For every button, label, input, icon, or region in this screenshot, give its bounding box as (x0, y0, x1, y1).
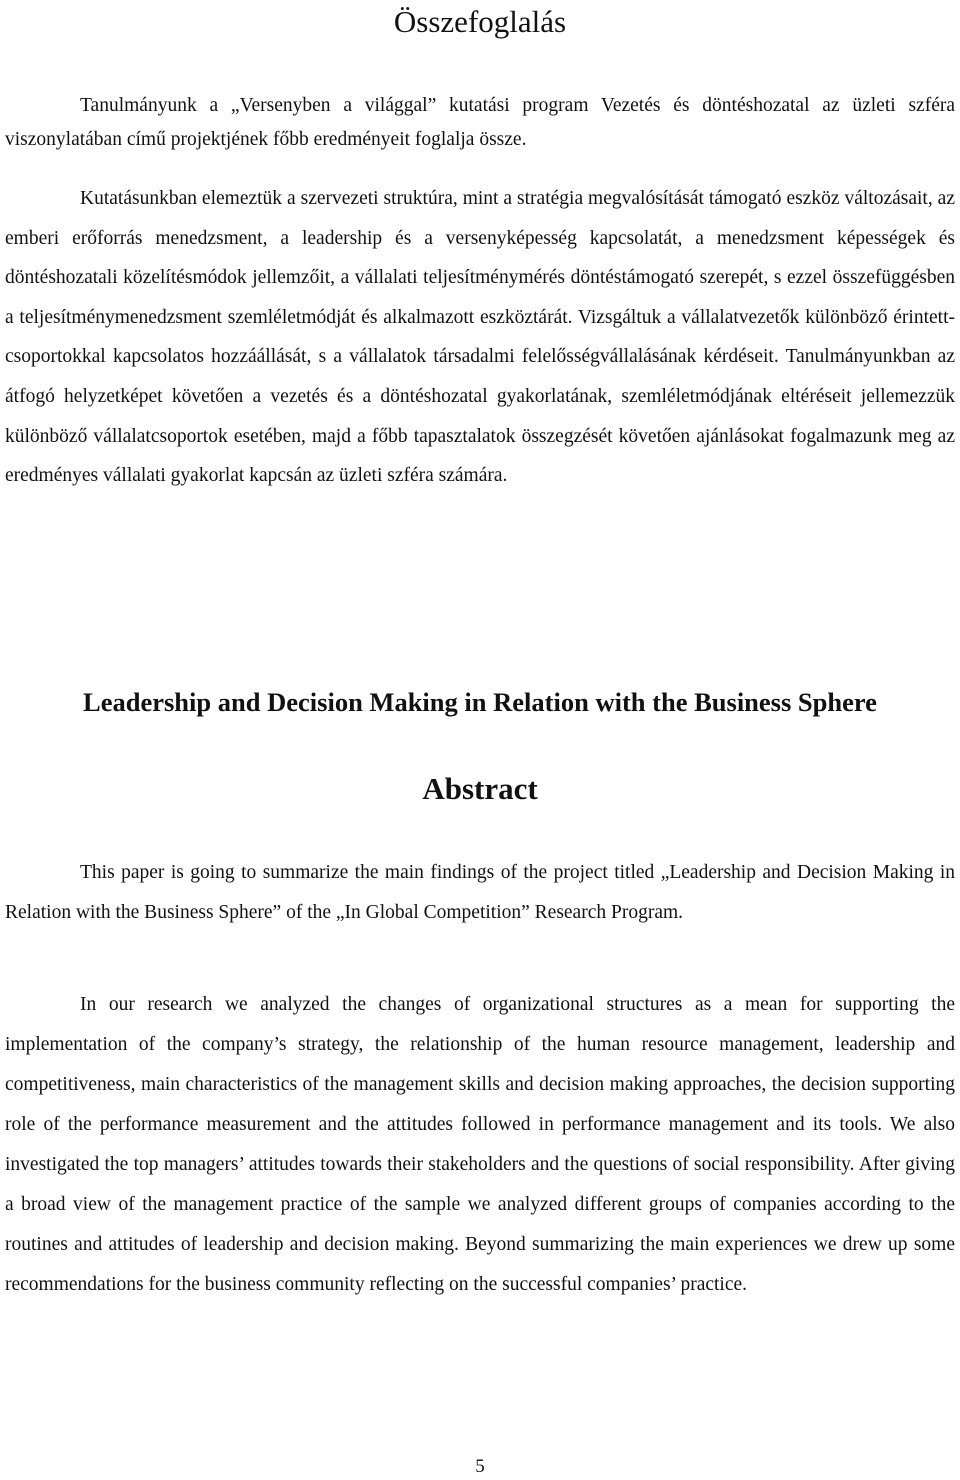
abstract-heading: Abstract (422, 771, 538, 806)
page-number: 5 (475, 1456, 485, 1477)
english-paper-title: Leadership and Decision Making in Relation with the Business Sphere (83, 687, 877, 717)
abstract-paragraph-intro: This paper is going to summarize the main findings of the project titled „Leadership and Decision Making in Relation with the Business Sphere” of the „In Global Competition” Research Program. (5, 862, 955, 923)
summary-paragraph-research: Kutatásunkban elemeztük a szervezeti struktúra, mint a stratégia megvalósítását támogató eszköz változásait, az emberi erőforrás menedzsment, a leadership és a versenyképesség kapcsolatát, a menedzsment képességek és döntéshozatali közelítésmódok jellemzőit, a vállalati teljesítménymérés döntéstámogató szerepét, s ezzel összefüggésben a teljesítménymenedzsment szemléletmódját és alkalmazott eszköztárát. Vizsgáltuk a vállalatvezetők különböző érintett-csoportokkal kapcsolatos hozzáállását, s a vállalatok társadalmi felelősségvállalásának kérdéseit. Tanulmányunkban az átfogó helyzetképet követően a vezetés és a döntéshozatal gyakorlatának, szemléletmódjának eltéréseit jellemezzük különböző vállalatcsoportok esetében, majd a főbb tapasztalatok összegzését követően ajánlásokat fogalmazunk meg az eredményes vállalati gyakorlat kapcsán az üzleti szféra számára. (5, 188, 955, 487)
abstract-paragraph-research: In our research we analyzed the changes of organizational structures as a mean for supporting the implementation of the company’s strategy, the relationship of the human resource management, leadership and competitiveness, main characteristics of the management skills and decision making approaches, the decision supporting role of the performance measurement and the attitudes followed in performance management and its tools. We also investigated the top managers’ attitudes towards their stakeholders and the questions of social responsibility. After giving a broad view of the management practice of the sample we analyzed different groups of companies according to the routines and attitudes of leadership and decision making. Beyond summarizing the main experiences we drew up some recommendations for the business community reflecting on the successful companies’ practice. (5, 994, 955, 1295)
summary-paragraph-intro: Tanulmányunk a „Versenyben a világgal” kutatási program Vezetés és döntéshozatal az üzleti szféra viszonylatában című projektjének főbb eredményeit foglalja össze. (5, 95, 955, 150)
summary-title: Összefoglalás (393, 4, 567, 39)
